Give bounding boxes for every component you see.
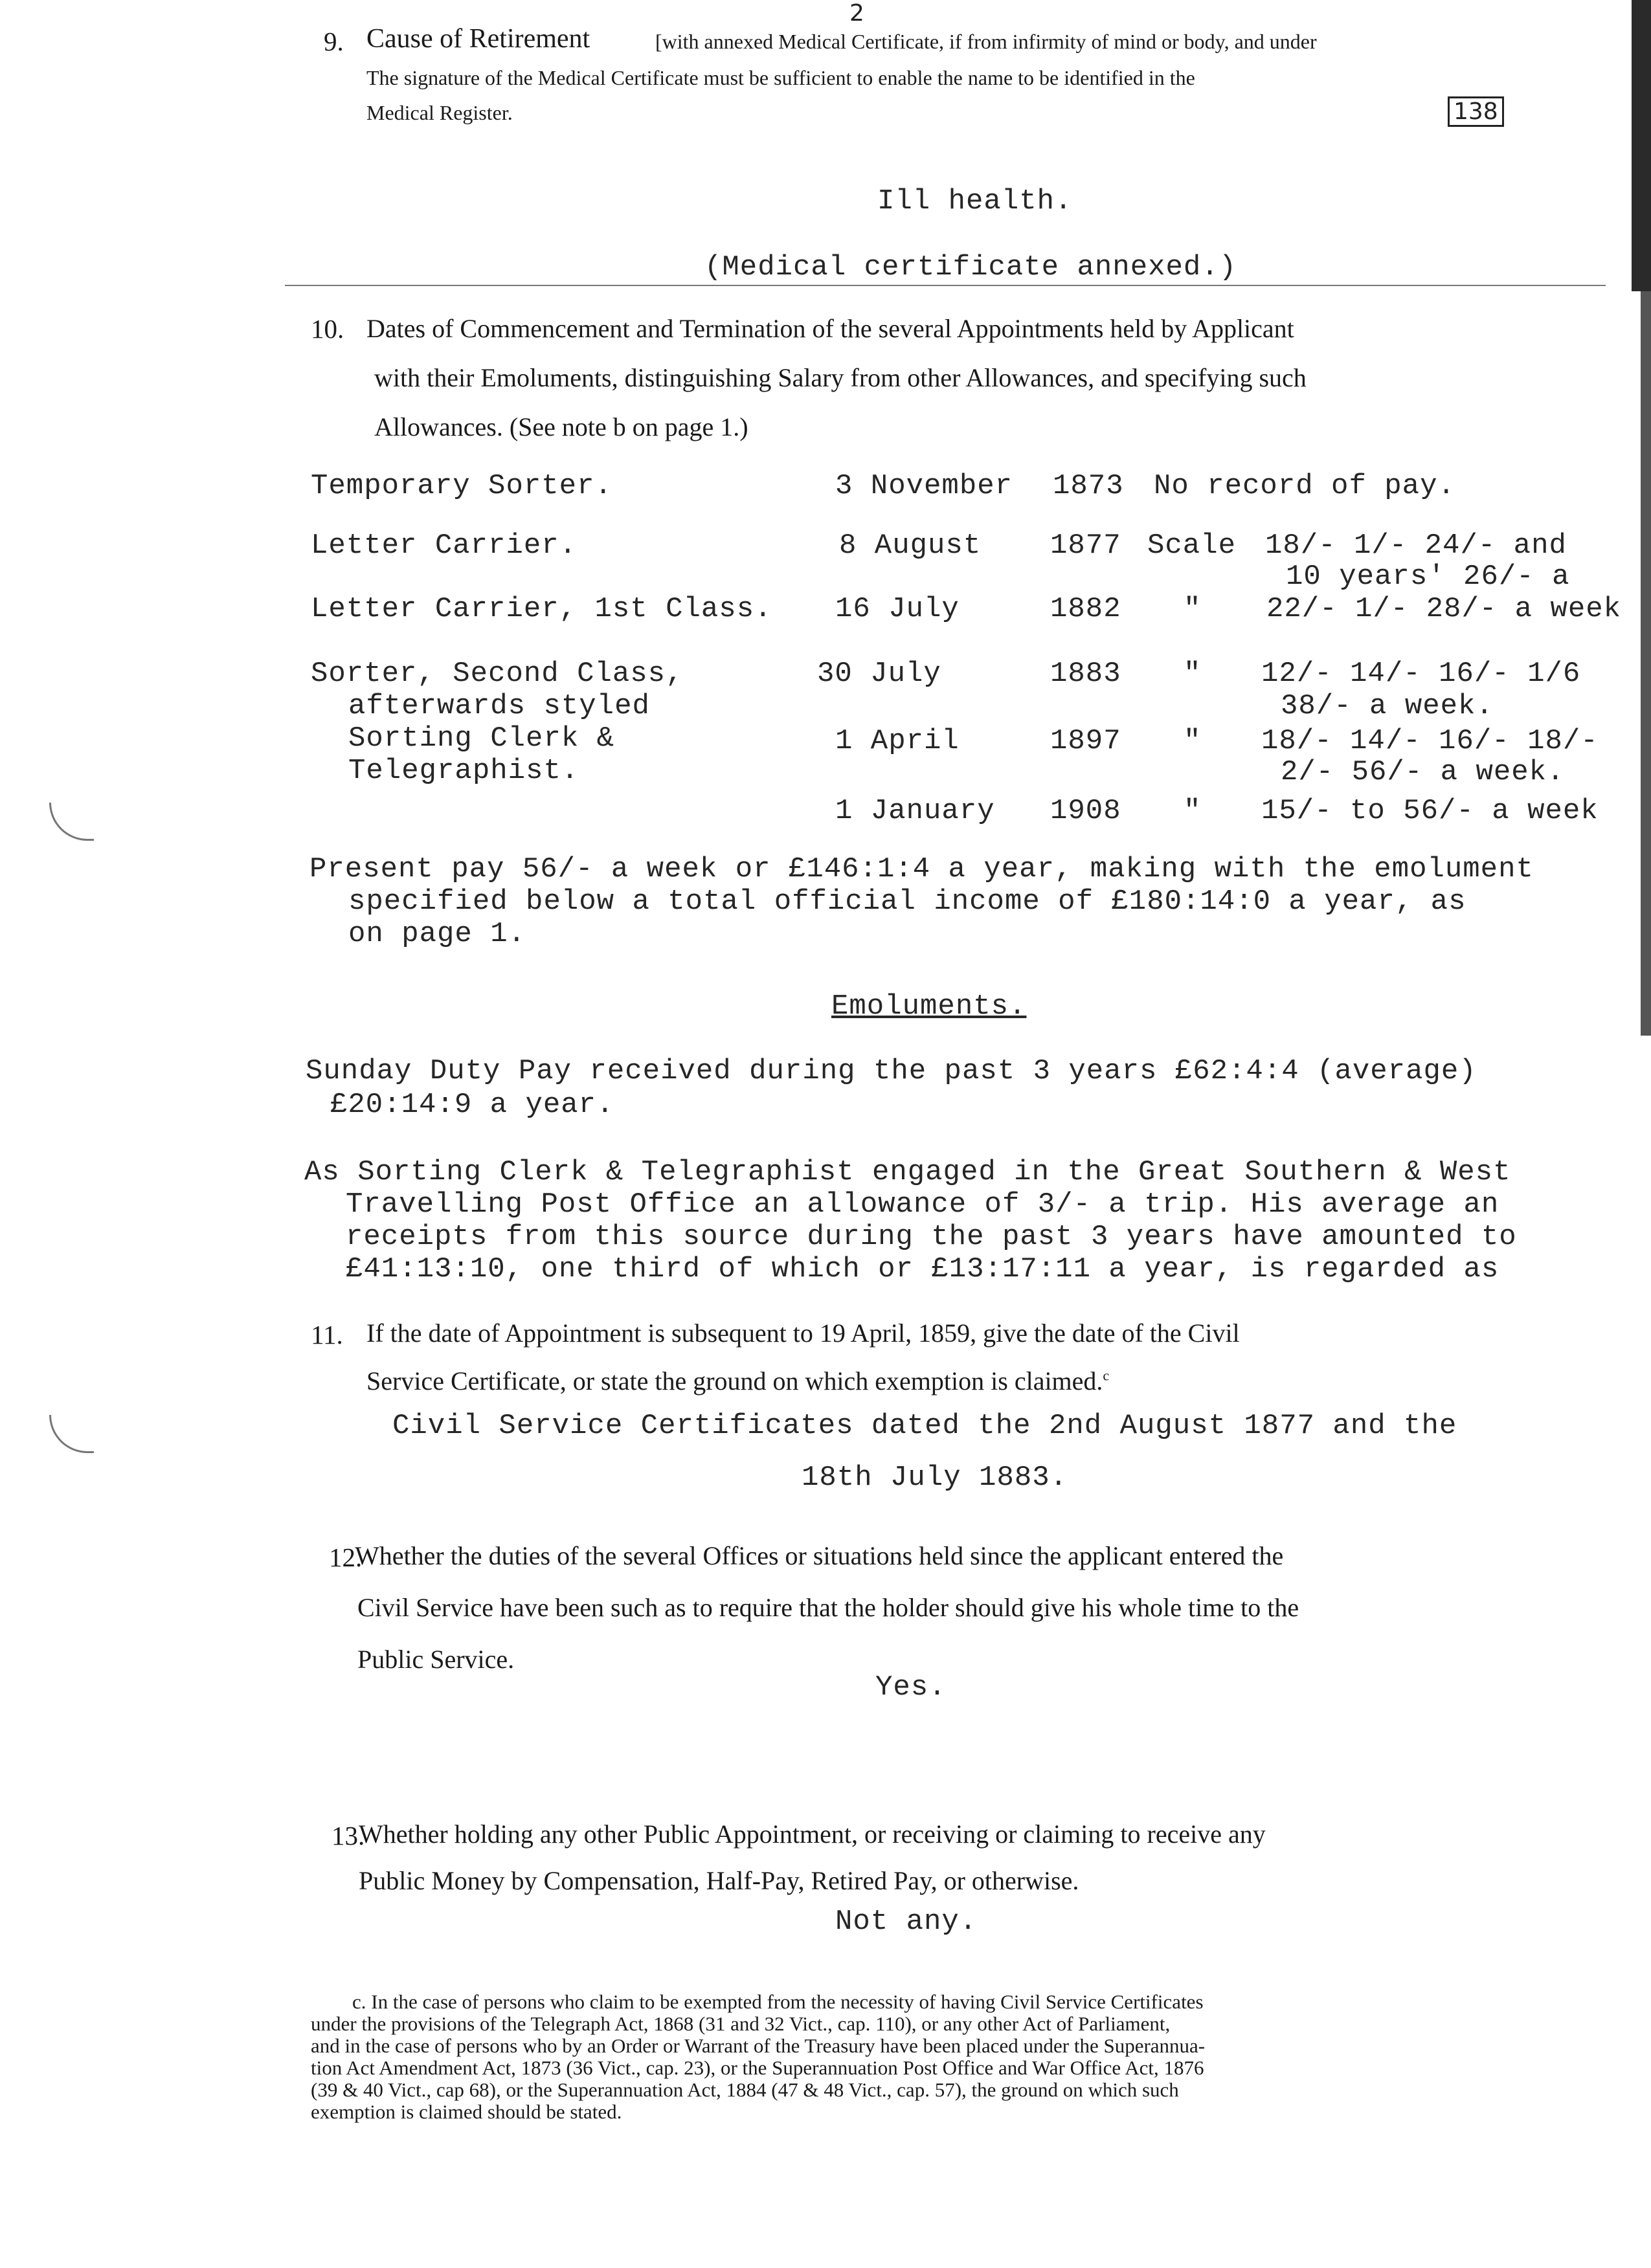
appointment-year: 1873 [1053, 470, 1124, 502]
q9-answer-certificate: (Medical certificate annexed.) [704, 251, 1237, 284]
appointment-date: 16 July [835, 593, 960, 625]
q12-line1: Whether the duties of the several Offices or situations held since the applicant entered the [355, 1541, 1284, 1570]
footnote-line: and in the case of persons who by an Order or Warrant of the Treasury have been placed under the Superannua- [311, 2034, 1206, 2057]
q10-number: 10. [311, 314, 344, 344]
appointment-pay-extra: 2/- 56/- a week. [1281, 756, 1565, 788]
appointment-date: 3 November [835, 470, 1013, 502]
q13-number: 13. [331, 1821, 365, 1851]
appointment-year: 1883 [1050, 658, 1121, 690]
footnote-line: c. In the case of persons who claim to be exempted from the necessity of having Civil Service Certificates [352, 1990, 1204, 2013]
q12-line3: Public Service. [357, 1645, 515, 1674]
ditto-mark: " [1184, 795, 1202, 827]
section-divider [285, 285, 1606, 286]
page-number: 2 [849, 0, 864, 27]
q9-line3: Medical Register. [366, 101, 513, 124]
q13-line1: Whether holding any other Public Appointment, or receiving or claiming to receive any [359, 1819, 1266, 1849]
appointment-title: Letter Carrier, 1st Class. [311, 593, 772, 625]
appointment-title: Sorter, Second Class, [311, 658, 684, 690]
appointment-title-extra: afterwards styled [348, 690, 650, 722]
appointment-date: 8 August [839, 529, 982, 562]
q9-subtext: [with annexed Medical Certificate, if from infirmity of mind or body, and under [655, 30, 1317, 53]
present-pay-line: on page 1. [348, 918, 526, 950]
appointment-pay-extra: 10 years' 26/- a [1286, 561, 1570, 593]
appointment-date: 1 January [835, 795, 995, 827]
q11-line1: If the date of Appointment is subsequent to 19 April, 1859, give the date of the Civil [366, 1318, 1240, 1348]
punch-hole [49, 1415, 94, 1453]
q9-answer-health: Ill health. [877, 185, 1073, 217]
appointment-title: Letter Carrier. [311, 529, 578, 562]
q12-answer: Yes. [875, 1671, 947, 1704]
q9-title: Cause of Retirement [366, 24, 590, 54]
appointment-date: 1 April [835, 725, 960, 757]
q10-line1: Dates of Commencement and Termination of the several Appointments held by Applicant [366, 314, 1294, 343]
q10-line3: Allowances. (See note b on page 1.) [374, 412, 748, 441]
appointment-pay: 18/- 1/- 24/- and [1265, 529, 1567, 562]
appointment-pay: 12/- 14/- 16/- 1/6 [1261, 658, 1581, 690]
ditto-mark: " [1184, 593, 1202, 625]
sunday-duty-line: £20:14:9 a year. [330, 1089, 614, 1121]
sorting-clerk-line: £41:13:10, one third of which or £13:17:11 a year, is regarded as [346, 1253, 1499, 1285]
appointment-pay: No record of pay. [1154, 470, 1455, 502]
appointment-scale: Scale [1147, 529, 1237, 562]
footnote-line: (39 & 40 Vict., cap 68), or the Superannuation Act, 1884 (47 & 48 Vict., cap. 57), the ground on which such [311, 2078, 1179, 2101]
ditto-mark: " [1184, 725, 1202, 757]
q11-answer-continued: 18th July 1883. [802, 1462, 1068, 1494]
appointment-pay-extra: 38/- a week. [1281, 690, 1494, 722]
appointment-pay: 15/- to 56/- a week [1261, 795, 1599, 827]
q9-line2: The signature of the Medical Certificate must be sufficient to enable the name to be identified in the [366, 66, 1195, 89]
appointment-date: 30 July [817, 658, 941, 690]
present-pay-line: specified below a total official income of £180:14:0 a year, as [348, 885, 1466, 918]
appointment-title-extra: Telegraphist. [348, 755, 579, 787]
appointment-pay: 22/- 1/- 28/- a week [1266, 593, 1622, 625]
sorting-clerk-line: Travelling Post Office an allowance of 3/- a trip. His average an [346, 1188, 1499, 1221]
archive-reference: 138 [1448, 98, 1504, 125]
appointment-title: Temporary Sorter. [311, 470, 612, 502]
q13-line2: Public Money by Compensation, Half-Pay, Retired Pay, or otherwise. [359, 1866, 1079, 1895]
appointment-year: 1897 [1050, 725, 1121, 757]
punch-hole [49, 803, 94, 841]
ditto-mark: " [1184, 658, 1202, 690]
footnote-line: under the provisions of the Telegraph Act, 1868 (31 and 32 Vict., cap. 110), or any other Act of Parliament, [311, 2012, 1171, 2035]
q12-line2: Civil Service have been such as to require that the holder should give his whole time to the [357, 1593, 1299, 1622]
sunday-duty-line: Sunday Duty Pay received during the past 3 years £62:4:4 (average) [306, 1055, 1477, 1087]
q11-line2: Service Certificate, or state the ground on which exemption is claimed.$^c$ [366, 1366, 1110, 1395]
q11-number: 11. [311, 1320, 343, 1350]
sorting-clerk-line: receipts from this source during the past 3 years have amounted to [346, 1221, 1517, 1253]
q11-answer: Civil Service Certificates dated the 2nd August 1877 and the [392, 1410, 1457, 1442]
q12-number: 12. [329, 1542, 363, 1572]
appointment-year: 1908 [1050, 795, 1121, 827]
footnote-line: exemption is claimed should be stated. [311, 2100, 622, 2123]
appointment-title: Sorting Clerk & [348, 722, 615, 755]
scan-edge-shadow [1612, 0, 1651, 1036]
emoluments-heading: Emoluments. [831, 990, 1027, 1023]
appointment-pay: 18/- 14/- 16/- 18/- [1261, 725, 1599, 757]
sorting-clerk-line: As Sorting Clerk & Telegraphist engaged in the Great Southern & West [304, 1156, 1511, 1188]
present-pay-line: Present pay 56/- a week or £146:1:4 a year, making with the emolument [309, 853, 1534, 885]
q10-line2: with their Emoluments, distinguishing Salary from other Allowances, and specifying such [374, 363, 1307, 392]
q9-number: 9. [324, 27, 344, 56]
appointment-year: 1882 [1050, 593, 1121, 625]
appointment-year: 1877 [1050, 529, 1121, 562]
q13-answer: Not any. [835, 1906, 978, 1938]
footnote-line: tion Act Amendment Act, 1873 (36 Vict., cap. 23), or the Superannuation Post Office and War Office Act, 1876 [311, 2056, 1204, 2079]
